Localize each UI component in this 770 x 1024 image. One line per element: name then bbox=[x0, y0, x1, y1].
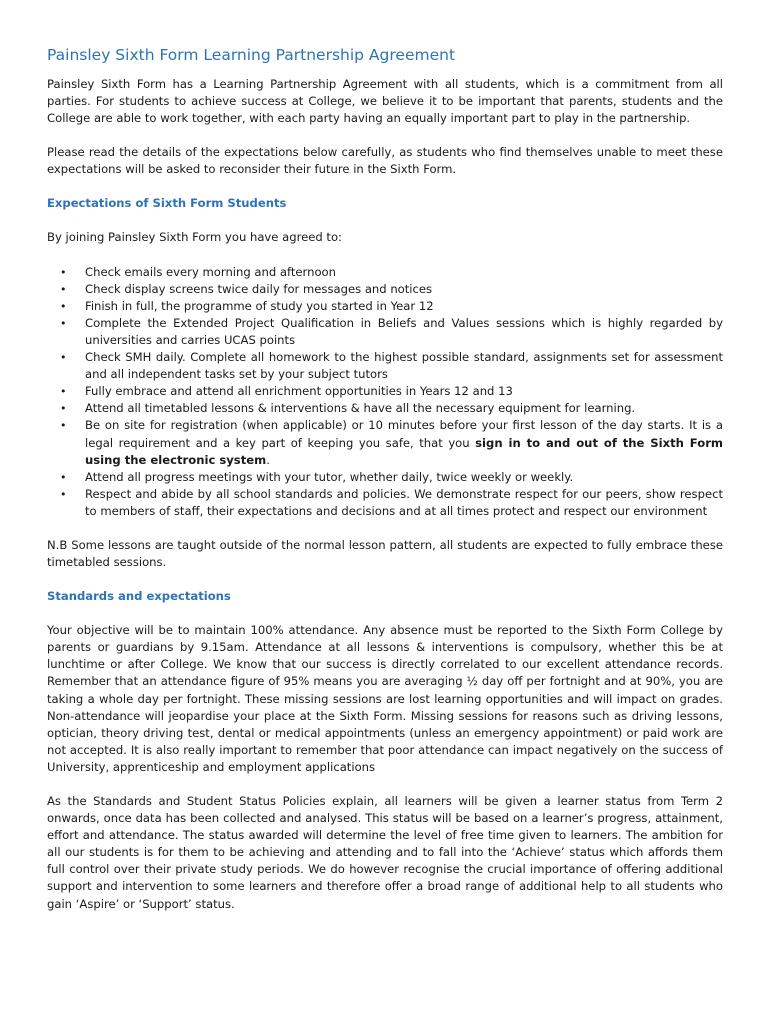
standards-paragraph: As the Standards and Student Status Policies explain, all learners will be given a learner status from Term 2 onwards, once data has been collected and analysed. This status will be based on a learner’s progress, attainment, effort and attendance. The status awarded will determine the level of free time given to learners. The ambition for all our students is for them to be achieving and attending and to fall into the ‘Achieve’ status which affords them full control over their private study periods. We do however recognise the crucial importance of offering additional support and intervention to some learners and therefore offer a broad range of additional help to all students who gain ‘Aspire’ or ‘Support’ status. bbox=[47, 794, 723, 911]
list-item-text: Attend all timetabled lessons & interventions & have all the necessary equipment for learning. bbox=[85, 401, 636, 416]
list-item bbox=[47, 264, 723, 281]
bullet-icon: • bbox=[60, 316, 67, 330]
expectations-lead-in: By joining Painsley Sixth Form you have agreed to: bbox=[47, 230, 342, 245]
list-item bbox=[47, 486, 723, 520]
intro-paragraph: Painsley Sixth Form has a Learning Partnership Agreement with all students, which is a commitment from all parties. For students to achieve success at College, we believe it to be important that parents, students and the College are able to work together, with each party having an equally important part to play in the partnership. bbox=[47, 77, 723, 126]
spacer bbox=[47, 212, 723, 229]
intro-paragraph: Please read the details of the expectations below carefully, as students who find themselves unable to meet these expectations will be asked to reconsider their future in the Sixth Form. bbox=[47, 145, 723, 177]
list-item-text: Complete the Extended Project Qualification in Beliefs and Values sessions which is highly regarded by universities and carries UCAS points bbox=[85, 315, 723, 347]
bullet-icon: • bbox=[60, 282, 67, 296]
bullet-icon: • bbox=[60, 487, 67, 501]
spacer bbox=[47, 776, 723, 793]
bullet-icon: • bbox=[60, 385, 67, 399]
list-item bbox=[47, 383, 723, 400]
list-item bbox=[47, 349, 723, 383]
bullet-icon: • bbox=[60, 419, 67, 433]
spacer bbox=[47, 127, 723, 144]
spacer bbox=[47, 178, 723, 195]
document-page bbox=[47, 44, 723, 913]
bullet-icon: • bbox=[60, 470, 67, 484]
list-item bbox=[47, 400, 723, 417]
bullet-icon: • bbox=[60, 265, 67, 279]
spacer bbox=[47, 605, 723, 622]
bullet-icon: • bbox=[60, 402, 67, 416]
bullet-icon: • bbox=[60, 299, 67, 313]
list-item-text: Respect and abide by all school standards and policies. We demonstrate respect for our peers, show respect to members of staff, their expectations and decisions and at all times protect and respect our environment bbox=[85, 486, 723, 518]
list-item-text: Be on site for registration (when applicable) or 10 minutes before your first lesson of the day starts. It is a legal requirement and a key part of keeping you safe, that you bbox=[85, 418, 723, 450]
page-title: Painsley Sixth Form Learning Partnership Agreement bbox=[47, 46, 456, 64]
list-item-text: Check emails every morning and afternoon bbox=[85, 264, 337, 279]
standards-paragraph: Your objective will be to maintain 100% attendance. Any absence must be reported to the Sixth Form College by parents or guardians by 9.15am. Attendance at all lessons & interventions is compulsory, whether this be at lunchtime or after College. We know that our success is directly correlated to our excellent attendance records. Remember that an attendance figure of 95% means you are averaging ½ day off per fortnight and at 90%, you are taking a whole day per fortnight. These missing sessions are lost learning opportunities and will impact on grades. Non-attendance will jeopardise your place at the Sixth Form. Missing sessions for reasons such as driving lessons, optician, theory driving test, dental or medical appointments (unless an emergency appointment) or paid work are not accepted. It is also really important to remember that poor attendance can impact negatively on the success of University, apprenticeship and employment applications bbox=[47, 623, 723, 774]
list-item bbox=[47, 469, 723, 486]
section-heading-standards: Standards and expectations bbox=[47, 589, 231, 604]
list-item bbox=[47, 417, 723, 468]
list-item-text-end: . bbox=[266, 452, 270, 467]
list-item bbox=[47, 298, 723, 315]
list-item-text: Check SMH daily. Complete all homework to the highest possible standard, assignments set for assessment and all independent tasks set by your subject tutors bbox=[85, 350, 723, 382]
list-item-text: Finish in full, the programme of study you started in Year 12 bbox=[85, 298, 434, 313]
list-item-emphasis: sign in to and out of the Sixth Form using the electronic system bbox=[85, 435, 723, 467]
section-heading-expectations: Expectations of Sixth Form Students bbox=[47, 196, 287, 211]
bullet-icon: • bbox=[60, 351, 67, 365]
note-paragraph: N.B Some lessons are taught outside of the normal lesson pattern, all students are expected to fully embrace these timetabled sessions. bbox=[47, 537, 723, 570]
spacer bbox=[47, 520, 723, 537]
spacer bbox=[47, 247, 723, 264]
list-item-text: Fully embrace and attend all enrichment opportunities in Years 12 and 13 bbox=[85, 384, 513, 399]
list-item bbox=[47, 315, 723, 349]
list-item-text: Check display screens twice daily for messages and notices bbox=[85, 281, 433, 296]
spacer bbox=[47, 571, 723, 588]
list-item bbox=[47, 281, 723, 298]
list-item-text: Attend all progress meetings with your tutor, whether daily, twice weekly or weekly. bbox=[85, 469, 574, 484]
expectations-list bbox=[47, 264, 723, 520]
